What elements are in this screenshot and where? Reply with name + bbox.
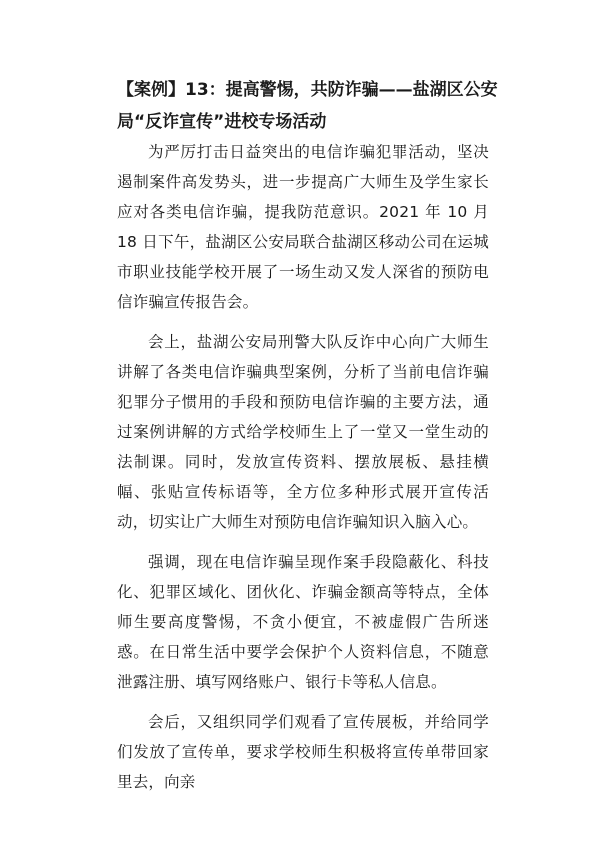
paragraph-intro: 为严厉打击日益突出的电信诈骗犯罪活动，坚决遏制案件高发势头，进一步提高广大师生及学生家长应对各类电信诈骗，提我防范意识。2021 年 10 月 18 日下午，盐湖区公安局联合盐湖区移动公司在运城市职业技能学校开展了一场生动又发人深省的预防电信诈骗宣传报告会。 xyxy=(117,143,489,311)
document-title: 【案例】13：提高警惕，共防诈骗——盐湖区公安局“反诈宣传”进校专场活动 xyxy=(117,80,498,132)
paragraph-meeting: 会上，盐湖公安局刑警大队反诈中心向广大师生讲解了各类电信诈骗典型案例，分析了当前电信诈骗犯罪分子惯用的手段和预防电信诈骗的主要方法，通过案例讲解的方式给学校师生上了一堂又一堂生动的法制课。同时，发放宣传资料、摆放展板、悬挂横幅、张贴宣传标语等，全方位多种形式展开宣传活动，切实让广大师生对预防电信诈骗知识入脑入心。 xyxy=(117,333,489,531)
paragraph-after-meeting: 会后，又组织同学们观看了宣传展板，并给同学们发放了宣传单，要求学校师生积极将宣传单带回家里去，向亲 xyxy=(117,713,489,791)
paragraph-emphasis: 强调，现在电信诈骗呈现作案手段隐蔽化、科技化、犯罪区域化、团伙化、诈骗金额高等特点，全体师生要高度警惕，不贪小便宜，不被虚假广告所迷惑。在日常生活中要学会保护个人资料信息，不随意泄露注册、填写网络账户、银行卡等私人信息。 xyxy=(117,553,489,691)
document-body xyxy=(117,137,489,807)
